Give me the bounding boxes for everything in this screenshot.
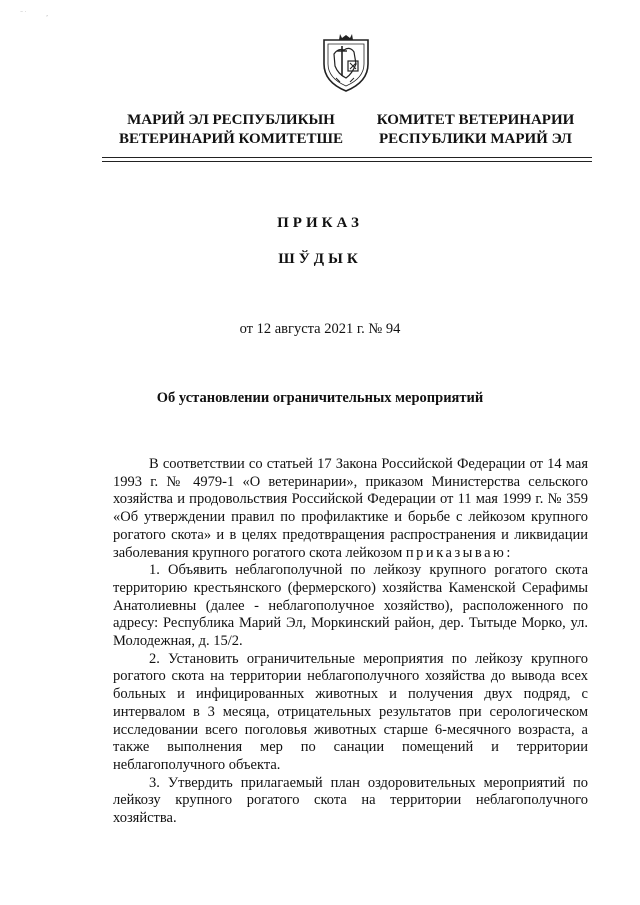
scan-artifact: ⁻ ˙ — [20, 11, 27, 17]
header-left-block — [117, 111, 345, 149]
order-item-3: 3. Утвердить прилагаемый план оздоровительных мероприятий по лейкозу крупного рогатого скота на территории неблагополучного хозяйства. — [113, 774, 588, 827]
title-prikaz: ПРИКАЗ — [277, 215, 363, 231]
header-left-line1: МАРИЙ ЭЛ РЕСПУБЛИКЫН — [127, 112, 335, 128]
scan-artifact: ʼ — [46, 15, 48, 21]
header-right-line1: КОМИТЕТ ВЕТЕРИНАРИИ — [376, 112, 575, 128]
order-item-2: 2. Установить ограничительные мероприятия по лейкозу крупного рогатого скота на территории неблагополучного хозяйства до вывода всех больных и инфицированных животных и получения двух подряд, с интервалом в 3 месяца, отрицательных результатов при серологическом исследовании всего поголовья животных старше 6-месячного возраста, а также выполнения мер по санации помещений и территории неблагополучного объекта. — [113, 650, 588, 773]
order-word: приказываю: — [405, 544, 513, 561]
preamble-text: В соответствии со статьей 17 Закона Российской Федерации от 14 мая 1993 г. № 4979-1 «О ветеринарии», приказом Министерства сельского хозяйства и продовольствия Российской Федерации от 11 мая 1999 г. № 359 «Об утверждении правил по профилактике и борьбе с лейкозом крупного рогатого скота» и в целях предотвращения распространения и ликвидации заболевания крупного рогатого скота лейкозом — [113, 456, 588, 561]
order-item-1: 1. Объявить неблагополучной по лейкозу крупного рогатого скота территорию крестьянского (фермерского) хозяйства Каменской Серафимы Анатолиевны (далее - неблагополучное хозяйство), расположенного по адресу: Республика Марий Эл, Моркинский район, дер. Тытыде Морко, ул. Молодежная, д. 15/2. — [113, 562, 588, 650]
header-right-block — [374, 111, 577, 149]
header-right-line2: РЕСПУБЛИКИ МАРИЙ ЭЛ — [378, 131, 572, 147]
coat-of-arms-emblem — [320, 34, 372, 94]
preamble-paragraph — [113, 456, 588, 562]
order-date-number: от 12 августа 2021 г. № 94 — [239, 321, 401, 337]
header-left-line2: ВЕТЕРИНАРИЙ КОМИТЕТШЕ — [118, 131, 344, 147]
header-divider-bottom — [102, 161, 592, 162]
header-divider-top — [102, 157, 592, 158]
order-body — [113, 456, 588, 828]
title-shudyk: ШЎДЫК — [278, 251, 362, 267]
order-subject: Об установлении ограничительных мероприятий — [156, 390, 484, 406]
